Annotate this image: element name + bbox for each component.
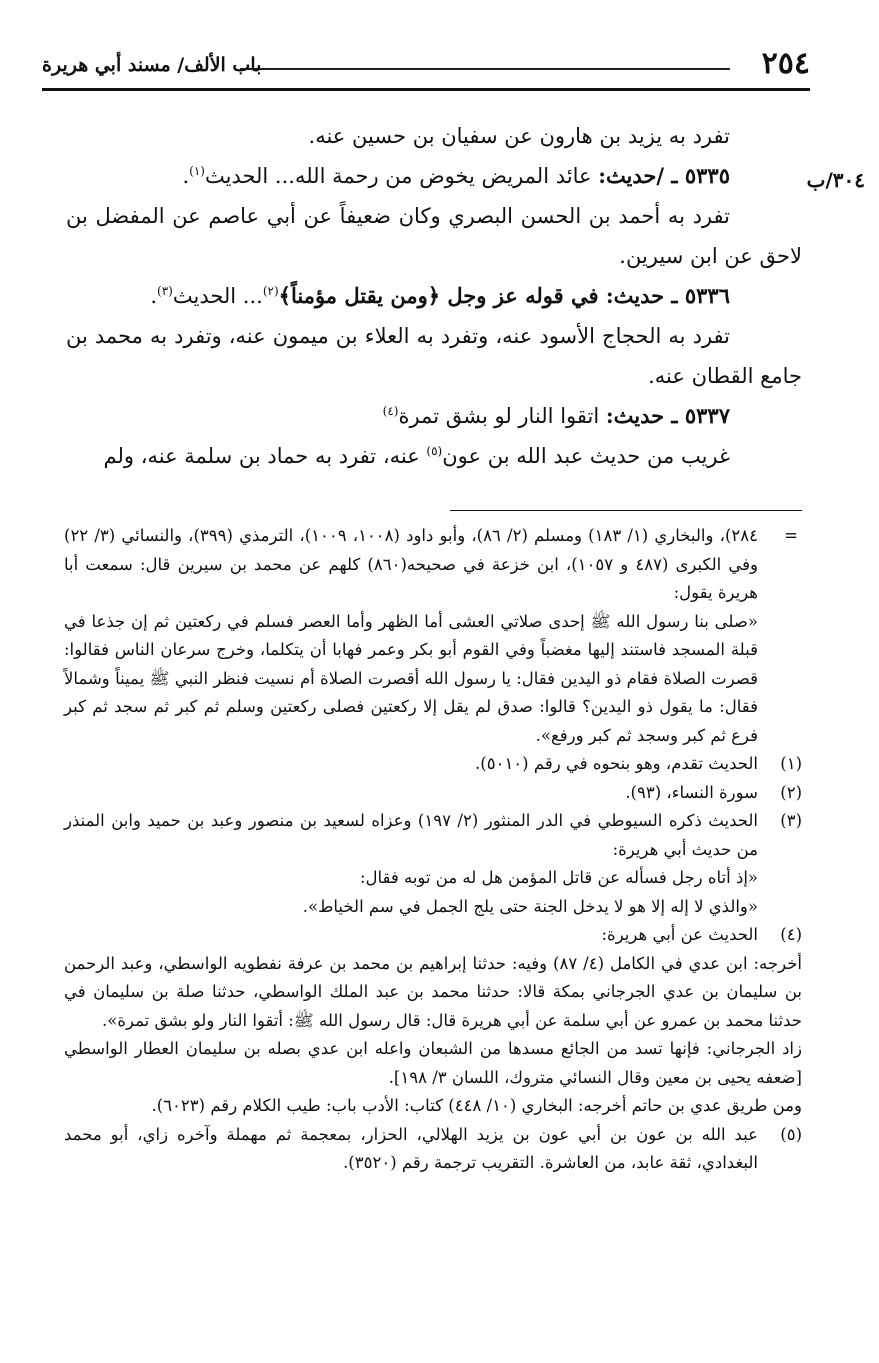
footnote-quote: «والذي لا إله إلا هو لا يدخل الجنة حتى يلج الجمل في سم الخياط». — [302, 896, 758, 916]
hadith-label: حديث: — [605, 403, 665, 428]
body-paragraph: غريب من حديث عبد الله بن عون$^{(٥)}$ عنه، تفرد به حماد بن سلمة عنه، ولم — [103, 444, 730, 468]
header-rule — [42, 88, 810, 91]
footnote-paragraph: ومن طريق عدي بن حاتم أخرجه: البخاري (١٠/ ٤٤٨) كتاب: الأدب باب: طيب الكلام رقم (٦٠٢٣). — [151, 1096, 802, 1115]
header-dash — [240, 68, 730, 70]
footnote-3: (٣) الحديث ذكره السيوطي في الدر المنثور (٢/ ١٩٧) وعزاه لسعيد بن منصور وعبد بن حميد وابن المنذر من حديث أبي هريرة: — [64, 807, 802, 864]
hadith-entry: ٥٣٣٥ ـ /حديث: عائد المريض يخوض من رحمة الله... الحديث$^{(١)}$. — [182, 163, 730, 188]
body-paragraph: تفرد به الحجاج الأسود عنه، وتفرد به العلاء بن ميمون عنه، وتفرد به محمد بن جامع القطان عنه. — [66, 324, 802, 388]
footnote-2: (٢) سورة النساء، (٩٣). — [64, 779, 802, 808]
footnote-ref: (٣) — [157, 284, 173, 298]
footnote-number: (١) — [780, 754, 802, 773]
hadith-number: ٥٣٣٥ — [684, 163, 730, 188]
footnote-quote: «إذ أتاه رجل فسأله عن قاتل المؤمن هل له من توبه فقال: — [359, 868, 758, 887]
footnote-ref: (١) — [189, 164, 205, 178]
footnote-4: (٤) الحديث عن أبي هريرة: — [64, 921, 802, 950]
footnote-5: (٥) عبد الله بن عون بن أبي عون بن يزيد الهلالي، الحزار، بمعجمة ثم مهملة وآخره زاي، أبو محمد البغدادي، ثقة عابد، من العاشرة. التقريب ترجمة رقم (٣٥٢٠). — [64, 1121, 802, 1178]
footnote-ref: (٢) — [262, 284, 279, 298]
hadith-number: ٥٣٣٧ — [684, 403, 730, 428]
footnote-number: (٤) — [780, 925, 802, 944]
footnotes — [64, 522, 802, 1178]
footnotes-separator — [450, 510, 802, 511]
footnote-ref: (٤) — [382, 404, 399, 418]
hadith-entry: ٥٣٣٦ ـ حديث: في قوله عز وجل ﴿ومن يقتل مؤمناً﴾$^{(٢)}$... الحديث$^{(٣)}$. — [150, 283, 730, 308]
hadith-label: حديث: — [598, 163, 657, 188]
hadith-number: ٥٣٣٦ — [684, 283, 730, 308]
footnote-number: (٣) — [780, 811, 802, 830]
page-number: ٢٥٤ — [761, 46, 810, 81]
main-text — [66, 116, 802, 476]
body-paragraph: تفرد به يزيد بن هارون عن سفيان بن حسين عنه. — [308, 124, 730, 148]
footnote-number: (٥) — [780, 1124, 802, 1144]
footnote-continuation: = ٢٨٤)، والبخاري (١/ ١٨٣) ومسلم (٢/ ٨٦)، وأبو داود (١٠٠٨، ١٠٠٩)، الترمذي (٣٩٩)، والنسائي (٣/ ٢٢) وفي الكبرى (٤٨٧ و ١٠٥٧)، ابن خزعة في صحيحه(٨٦٠) كلهم عن محمد بن سيرين قال: سمعت أبا هريرة يقول: «صلى بنا رسول الله ﷺ إحدى صلاتي العشى أما الظهر وأما العصر فسلم في ركعتين ثم إن جذعا في قبلة المسجد فاستند إليها مغضباً وفي القوم أبو بكر وعمر فهابا أن يتكلما، وخرج سرعان الناس فقالوا: قصرت الصلاة فقام ذو اليدين فقال: يا رسول الله أقصرت الصلاة أم نسيت فنظر النبي ﷺ يميناً وشمالاً فقال: ما يقول ذو اليدين؟ قالوا: صدق لم يقل إلا ركعتين فصلى ركعتين وسلم ثم كبر ثم سجد ثم كبر فرع ثم كبر وسجد ثم كبر ورفع». — [64, 522, 802, 750]
continuation-mark: = — [784, 526, 798, 545]
manuscript-folio-note: ٣٠٤/ب — [806, 168, 865, 192]
page-header — [42, 44, 810, 86]
hadith-entry: ٥٣٣٧ ـ حديث: اتقوا النار لو بشق تمرة$^{(٤)}$ — [382, 403, 730, 428]
body-paragraph: تفرد به أحمد بن الحسن البصري وكان ضعيفاً عن أبي عاصم عن المفضل بن لاحق عن ابن سيرين. — [66, 204, 802, 268]
hadith-label: حديث: — [605, 283, 665, 308]
running-title: باب الألف/ مسند أبي هريرة — [42, 54, 262, 76]
footnote-number: (٢) — [780, 782, 802, 802]
footnote-1: (١) الحديث تقدم، وهو بنحوه في رقم (٥٠١٠). — [64, 750, 802, 779]
footnote-ref: (٥) — [426, 444, 443, 458]
footnote-paragraph: أخرجه: ابن عدي في الكامل (٤/ ٨٧) وفيه: حدثنا إبراهيم بن محمد بن عرفة نفطويه الواسطي، وعبد الرحمن بن سليمان بن عدي الجرجاني بمكة قالا: حدثنا محمد بن عبد الملك الواسطي، حدثنا صلة بن سليمان في حدثنا محمد بن عمرو عن أبي سلمة عن أبي هريرة قال: قال رسول الله ﷺ: أتقوا النار ولو بشق تمرة». — [64, 953, 802, 1030]
footnote-paragraph: زاد الجرجاني: فإنها تسد من الجائع مسدها من الشبعان واعله ابن عدي بصله بن سليمان العطار الواسطي [ضعفه يحيى بن معين وقال النسائي متروك، اللسان ٣/ ١٩٨]. — [64, 1039, 802, 1087]
